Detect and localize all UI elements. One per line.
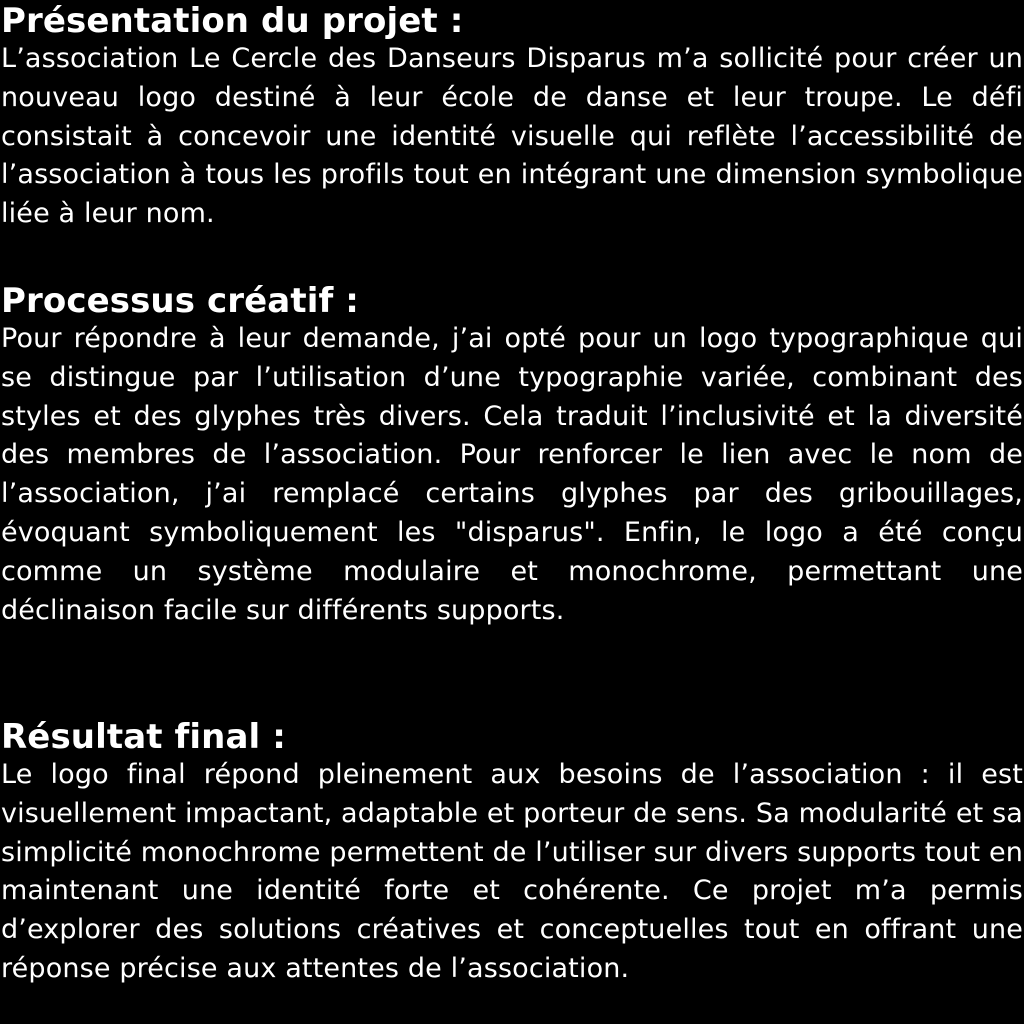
section-title-resultat: Résultat final :	[1, 717, 286, 757]
section-body-resultat: Le logo final répond pleinement aux besoins de l’association : il est visuellement impactant, adaptable et porteur de sens. Sa modularité et sa simplicité monochrome permettent de l’utiliser sur divers supports tout en maintenant une identité forte et cohérente. Ce projet m’a permis d’explorer des solutions créatives et conceptuelles tout en offrant une réponse précise aux attentes de l’association.	[1, 759, 1023, 984]
section-title-processus: Processus créatif :	[1, 281, 359, 321]
section-resultat	[1, 718, 1023, 989]
section-body-presentation: L’association Le Cercle des Danseurs Disparus m’a sollicité pour créer un nouveau logo destiné à leur école de danse et leur troupe. Le défi consistait à concevoir une identité visuelle qui reflète l’accessibilité de l’association à tous les profils tout en intégrant une dimension symbolique liée à leur nom.	[1, 43, 1023, 230]
section-body-processus: Pour répondre à leur demande, j’ai opté pour un logo typographique qui se distingue par l’utilisation d’une typographie variée, combinant des styles et des glyphes très divers. Cela traduit l’inclusivité et la diversité des membres de l’association. Pour renforcer le lien avec le nom de l’association, j’ai remplacé certains glyphes par des gribouillages, évoquant symboliquement les "disparus". Enfin, le logo a été conçu comme un système modulaire et monochrome, permettant une déclinaison facile sur différents supports.	[1, 323, 1023, 626]
section-title-presentation: Présentation du projet :	[1, 1, 464, 41]
section-processus	[1, 282, 1023, 630]
section-presentation	[1, 2, 1023, 234]
